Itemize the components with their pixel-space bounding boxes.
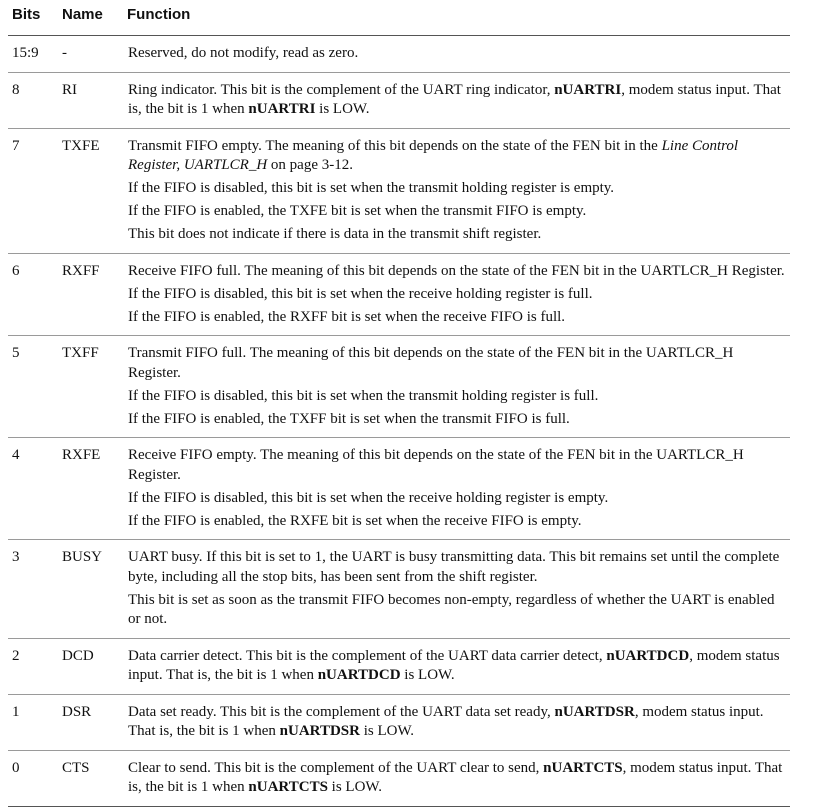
function-paragraph: Clear to send. This bit is the complement of the UART clear to send, nUARTCTS, modem status input. That is, the bit is 1 when nUARTCTS is LOW. — [128, 759, 783, 795]
signal-name: nUARTDSR — [554, 703, 635, 720]
signal-name: nUARTRI — [554, 81, 622, 98]
function-paragraph: Transmit FIFO empty. The meaning of this bit depends on the state of the FEN bit in the Line Control Register, UARTLCR_H on page 3-12. — [128, 137, 739, 173]
name-cell: BUSY — [58, 540, 122, 639]
function-paragraph: UART busy. If this bit is set to 1, the UART is busy transmitting data. This bit remains set until the complete byte, including all the stop bits, has been sent from the shift register. — [128, 549, 780, 585]
function-cell — [122, 638, 790, 694]
table-row — [8, 128, 790, 253]
bits-cell: 7 — [8, 128, 58, 253]
signal-name: nUARTDCD — [317, 667, 401, 683]
function-paragraph: Data carrier detect. This bit is the complement of the UART data carrier detect, nUARTDCD, modem status input. That is, the bit is 1 when nUARTDCD is LOW. — [128, 647, 780, 683]
name-cell: DCD — [58, 638, 122, 694]
function-paragraph: If the FIFO is disabled, this bit is set when the receive holding register is full. — [128, 285, 593, 302]
bits-cell: 4 — [8, 438, 58, 540]
function-paragraph: Reserved, do not modify, read as zero. — [128, 45, 359, 61]
bits-cell: 2 — [8, 638, 58, 694]
table-body — [8, 36, 790, 807]
bits-cell: 5 — [8, 336, 58, 438]
function-paragraph: If the FIFO is enabled, the TXFE bit is set when the transmit FIFO is empty. — [128, 203, 587, 219]
name-cell: RXFF — [58, 253, 122, 336]
table-row — [8, 253, 790, 336]
function-cell — [122, 750, 790, 806]
header-row — [8, 0, 790, 36]
function-paragraph: Receive FIFO full. The meaning of this bit depends on the state of the FEN bit in the UARTLCR_H Register. — [128, 262, 785, 279]
function-paragraph: This bit is set as soon as the transmit FIFO becomes non-empty, regardless of whether the UART is enabled or not. — [128, 591, 775, 627]
function-cell — [122, 540, 790, 639]
function-paragraph: If the FIFO is enabled, the RXFF bit is set when the receive FIFO is full. — [128, 308, 566, 325]
function-cell — [122, 694, 790, 750]
signal-name: nUARTDCD — [606, 647, 690, 664]
table-row — [8, 72, 790, 128]
table-row — [8, 36, 790, 73]
function-cell — [122, 72, 790, 128]
table-row — [8, 694, 790, 750]
bits-cell: 3 — [8, 540, 58, 639]
function-paragraph: Receive FIFO empty. The meaning of this bit depends on the state of the FEN bit in the UARTLCR_H Register. — [128, 447, 744, 483]
function-paragraph: Data set ready. This bit is the complement of the UART data set ready, nUARTDSR, modem status input. That is, the bit is 1 when nUARTDSR is LOW. — [128, 703, 764, 739]
table-row — [8, 750, 790, 806]
register-bit-table — [8, 0, 790, 807]
header-function: Function — [122, 0, 790, 36]
signal-name: nUARTCTS — [248, 779, 328, 795]
header-name: Name — [58, 0, 122, 36]
name-cell: RXFE — [58, 438, 122, 540]
function-paragraph: If the FIFO is disabled, this bit is set when the transmit holding register is full. — [128, 387, 599, 404]
function-paragraph: Ring indicator. This bit is the complement of the UART ring indicator, nUARTRI, modem status input. That is, the bit is 1 when nUARTRI is LOW. — [128, 81, 781, 117]
bits-cell: 8 — [8, 72, 58, 128]
function-cell — [122, 438, 790, 540]
function-paragraph: If the FIFO is enabled, the RXFE bit is set when the receive FIFO is empty. — [128, 512, 582, 529]
bits-cell: 6 — [8, 253, 58, 336]
function-paragraph: If the FIFO is disabled, this bit is set when the receive holding register is empty. — [128, 489, 609, 506]
bits-cell: 0 — [8, 750, 58, 806]
header-bits: Bits — [8, 0, 58, 36]
table-row — [8, 540, 790, 639]
function-cell — [122, 128, 790, 253]
name-cell: - — [58, 36, 122, 73]
cross-reference: Line Control Register, UARTLCR_H — [128, 137, 739, 173]
function-cell — [122, 253, 790, 336]
bits-cell: 1 — [8, 694, 58, 750]
function-paragraph: Transmit FIFO full. The meaning of this bit depends on the state of the FEN bit in the UARTLCR_H Register. — [128, 345, 734, 381]
signal-name: nUARTDSR — [279, 723, 360, 739]
name-cell: TXFE — [58, 128, 122, 253]
name-cell: RI — [58, 72, 122, 128]
name-cell: DSR — [58, 694, 122, 750]
signal-name: nUARTCTS — [543, 759, 623, 776]
function-paragraph: If the FIFO is disabled, this bit is set when the transmit holding register is empty. — [128, 180, 615, 196]
name-cell: CTS — [58, 750, 122, 806]
table-row — [8, 336, 790, 438]
function-cell — [122, 36, 790, 73]
function-cell — [122, 336, 790, 438]
table-row — [8, 638, 790, 694]
bits-cell: 15:9 — [8, 36, 58, 73]
signal-name: nUARTRI — [248, 101, 316, 117]
name-cell: TXFF — [58, 336, 122, 438]
table-row — [8, 438, 790, 540]
function-paragraph: If the FIFO is enabled, the TXFF bit is set when the transmit FIFO is full. — [128, 410, 570, 427]
function-paragraph: This bit does not indicate if there is data in the transmit shift register. — [128, 226, 542, 242]
table-header — [8, 0, 790, 36]
